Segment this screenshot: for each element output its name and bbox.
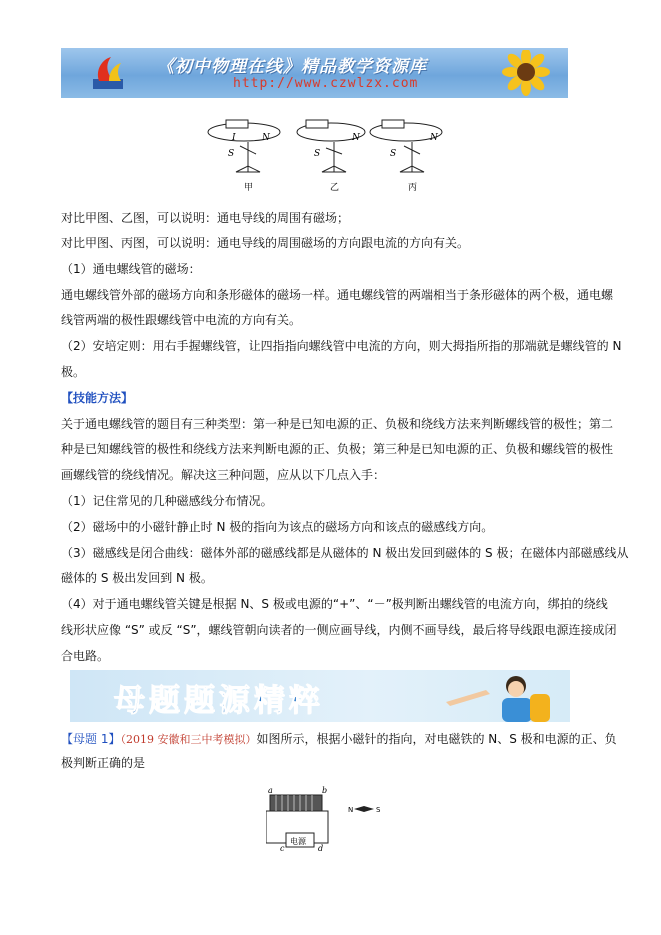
needle-n-label: N [348, 806, 354, 814]
s-label-2: S [314, 149, 321, 159]
paragraph: （3）磁感线是闭合曲线：磁体外部的磁感线都是从磁体的 N 极出发回到磁体的 S 极；在磁体内部磁感线从 [61, 546, 629, 560]
paragraph: （2）磁场中的小磁针静止时 N 极的指向为该点的磁场方向和该点的磁感线方向。 [61, 520, 494, 534]
terminal-b: b [322, 786, 328, 795]
paragraph: 线管两端的极性跟螺线管中电流的方向有关。 [61, 313, 302, 327]
n-label-2: N [352, 133, 360, 143]
section-banner-title: 母题题源精粹 [114, 683, 324, 719]
problem-statement-cont: 极判断正确的是 [61, 756, 146, 770]
sunflower-icon [492, 50, 556, 98]
problem-statement [61, 727, 617, 752]
electromagnet-figure [266, 785, 396, 855]
paragraph: 关于通电螺线管的题目有三种类型：第一种是已知电源的正、负极和绕线方法来判断螺线管的极性；第二 [61, 417, 614, 431]
n-label-1: N [262, 133, 270, 143]
figure-label-jia: 甲 [244, 183, 254, 193]
paragraph: 种是已知螺线管的极性和绕线方法来判断电源的正、负极；第三种是已知电源的正、负极和螺线管的极性 [61, 442, 614, 456]
paragraph: （2）安培定则：用右手握螺线管，让四指指向螺线管中电流的方向，则大拇指所指的那端就是螺线管的 N [61, 339, 622, 353]
oersted-experiment-figure [206, 110, 454, 196]
student-illustration-icon [446, 672, 556, 722]
banner-url: http://www.czwlzx.com [233, 76, 419, 91]
terminal-a: a [268, 786, 273, 795]
paragraph: 画螺线管的绕线情况。解决这三种问题，应从以下几点入手： [61, 468, 386, 482]
paragraph: 合电路。 [61, 649, 110, 663]
problem-source: （2019 安徽和三中考模拟） [120, 733, 257, 746]
banner-title: 《初中物理在线》精品教学资源库 [157, 57, 427, 77]
s-label-1: S [228, 149, 235, 159]
figure-label-bing: 丙 [408, 183, 418, 193]
header-banner [61, 48, 568, 98]
s-label-3: S [390, 149, 397, 159]
paragraph: 极。 [61, 365, 86, 379]
paragraph: （4）对于通电螺线管关键是根据 N、S 极或电源的“+”、“－”极判断出螺线管的电流方向，绑拍的绕线 [61, 597, 608, 611]
terminal-d: d [318, 844, 324, 853]
paragraph: （1）通电螺线管的磁场： [61, 262, 201, 276]
problem-tag: 【母题 1】 [61, 732, 121, 746]
paragraph: 对比甲图、丙图，可以说明：通电导线的周围磁场的方向跟电流的方向有关。 [61, 236, 470, 250]
paragraph: 磁体的 S 极出发回到 N 极。 [61, 571, 213, 585]
logo-icon [89, 55, 129, 93]
paragraph: 线形状应像 “S” 或反 “S”，螺线管朝向读者的一侧应画导线，内侧不画导线，最后将导线跟电源连接成闭 [61, 623, 617, 637]
section-heading-skills: 【技能方法】 [61, 391, 134, 405]
n-label-3: N [430, 133, 438, 143]
paragraph: 对比甲图、乙图，可以说明：通电导线的周围有磁场； [61, 211, 350, 225]
needle-s-label: S [376, 806, 381, 814]
current-label: I [232, 133, 236, 143]
paragraph: 通电螺线管外部的磁场方向和条形磁体的磁场一样。通电螺线管的两端相当于条形磁体的两个极，通电螺 [61, 288, 614, 302]
problem-text: 如图所示，根据小磁针的指向，对电磁铁的 N、S 极和电源的正、负 [256, 732, 617, 746]
terminal-c: c [280, 844, 285, 853]
paragraph: （1）记住常见的几种磁感线分布情况。 [61, 494, 273, 508]
figure-label-yi: 乙 [330, 183, 340, 193]
power-source-label: 电源 [290, 837, 306, 846]
section-banner [70, 670, 570, 722]
